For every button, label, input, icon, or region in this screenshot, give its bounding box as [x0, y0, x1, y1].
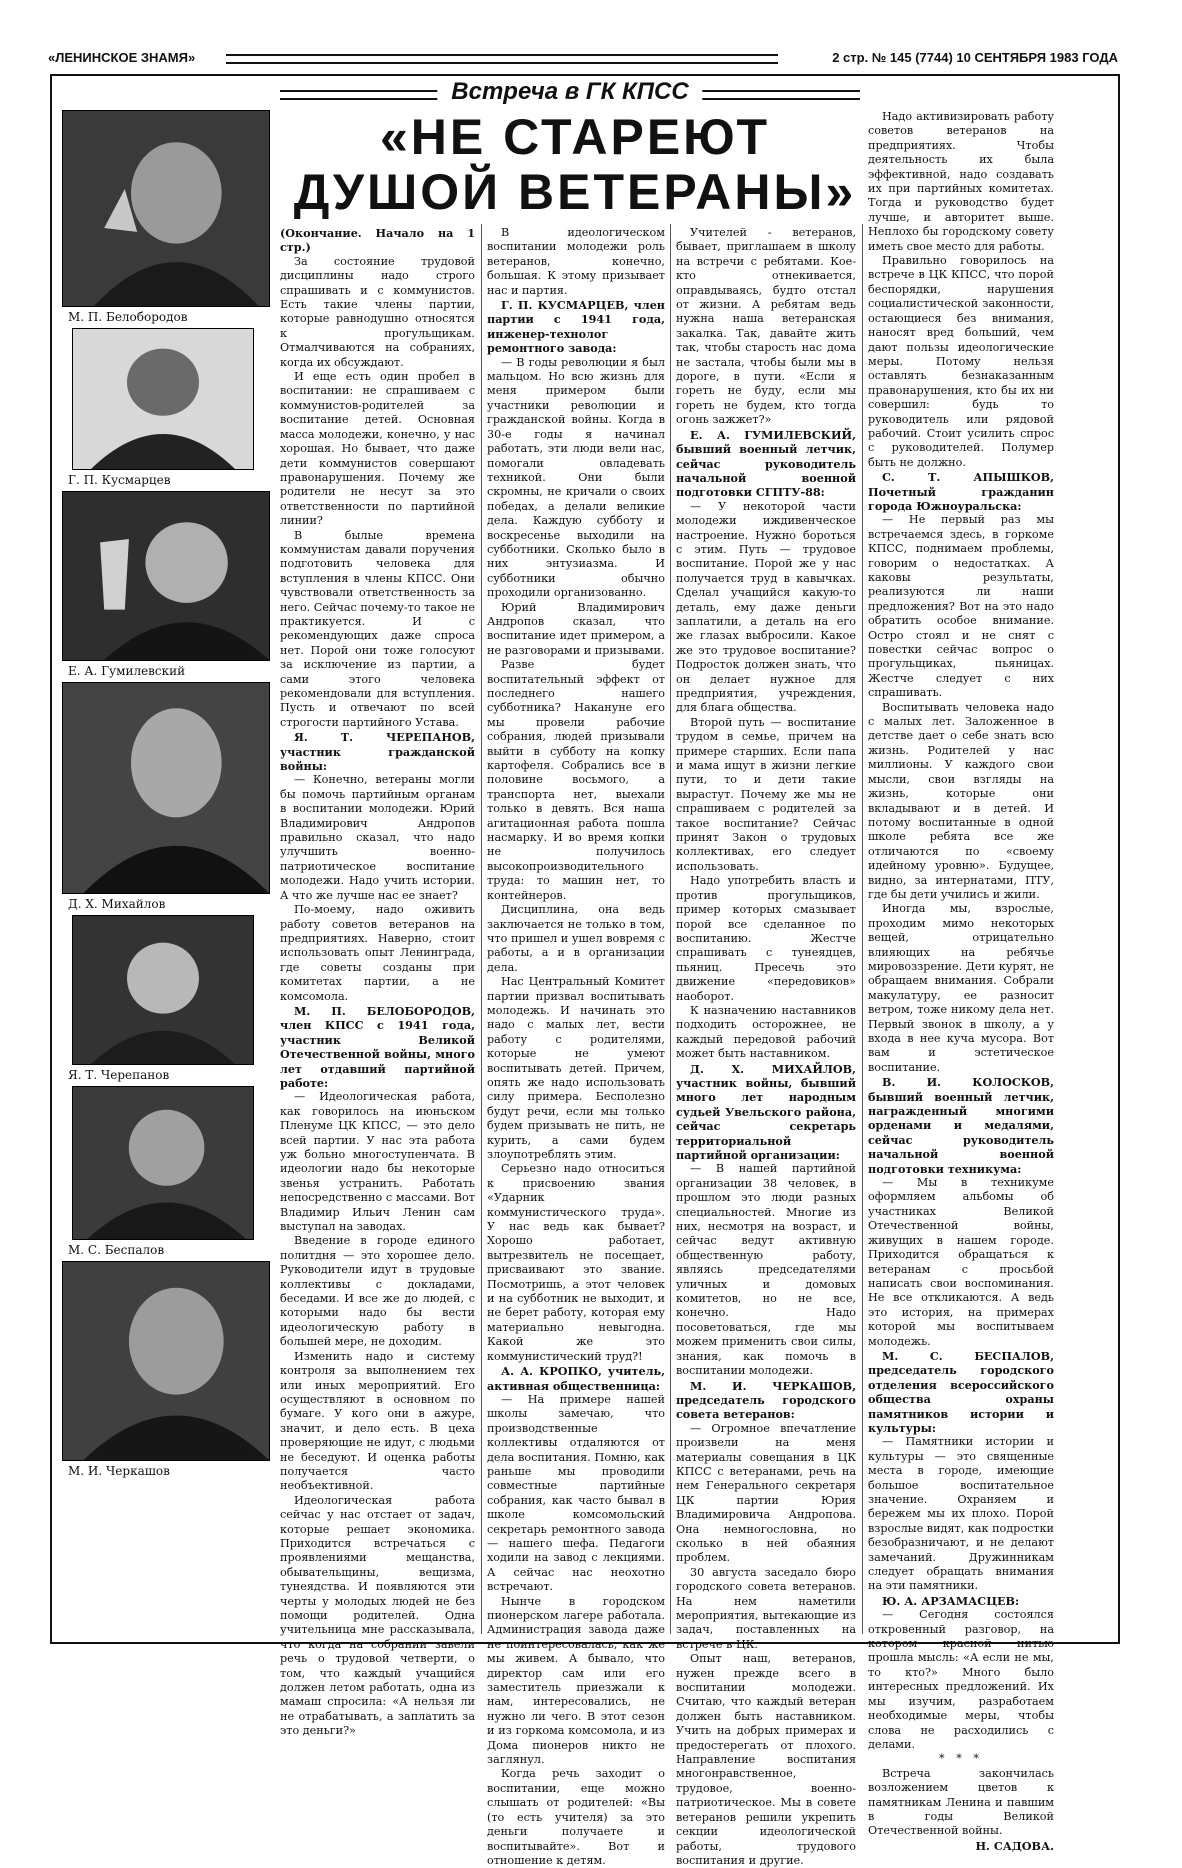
photo-column — [62, 110, 270, 1482]
paragraph: И еще есть один пробел в воспитании: не спрашиваем с коммунистов-родителей за воспитание детей. Основная масса молодежи, конечно, у нас хорошая. Но бывает, что даже дети коммунистов совершают правонарушения. Почему же родители не несут за это ответственности по партийной линии? — [280, 370, 475, 528]
paragraph: В идеологическом воспитании молодежи роль ветеранов, конечно, большая. К этому призывает нас и партия. — [487, 226, 665, 297]
paragraph: Когда речь заходит о воспитании, еще можно слышать от родителей: «Вы (то есть учителя) за это деньги получаете и воспитывайте». Вот и отношение к детям. — [487, 1767, 665, 1867]
portrait-photo — [62, 682, 270, 894]
paragraph: Юрий Владимирович Андропов сказал, что воспитание идет примером, а не разговорами и призывами. — [487, 600, 665, 657]
photo-caption: М. П. Белобородов — [68, 310, 188, 324]
portrait-icon — [73, 1087, 253, 1239]
portrait-icon — [63, 492, 269, 660]
paragraph: Разве будет воспитательный эффект от последнего нашего субботника? Накануне его мы провели рабочие собрания, людей призывали выйти в субботу на копку картофеля. Собрались все в половине восьмого, а транспорта нет, выехали только в девять. Вся наша агитационная работа пошла насмарку. И во время копки не получилось высокопроизводительного труда: то машин нет, то контейнеров. — [487, 658, 665, 902]
portrait-icon — [73, 916, 253, 1064]
photo-caption: Г. П. Кусмарцев — [68, 473, 171, 487]
speaker-heading: Д. Х. МИХАЙЛОВ, участник войны, бывший много лет народным судьей Увельского района, сейчас секретарь территориальной партийной организации: — [676, 1061, 856, 1162]
paragraph: — Конечно, ветераны могли бы помочь партийным органам в воспитании молодежи. Юрий Владимирович Андропов правильно сказал, что надо улучшить военно-патриотическое воспитание молодежи. Надо учить истории. А что же лучше нас ее знает? — [280, 773, 475, 902]
photo-caption: Д. Х. Михайлов — [68, 897, 166, 911]
text-column-1 — [280, 226, 475, 1738]
speaker-heading: В. И. КОЛОСКОВ, бывший военный летчик, награжденный многими орденами и медалями, сейчас руководитель начальной военной подготовки техникума: — [868, 1075, 1054, 1176]
portrait-icon — [73, 329, 253, 469]
speaker-heading: Ю. А. АРЗАМАСЦЕВ: — [882, 1593, 1020, 1608]
portrait-icon — [63, 1262, 269, 1460]
column-rule — [481, 224, 482, 1634]
speaker-heading: М. И. ЧЕРКАШОВ, председатель городского совета ветеранов: — [676, 1378, 856, 1422]
issue-info: 2 стр. № 145 (7744) 10 СЕНТЯБРЯ 1983 ГОДА — [832, 50, 1118, 65]
paragraph: Опыт наш, ветеранов, нужен прежде всего в воспитании молодежи. Считаю, что каждый ветеран должен быть наставником. Учить на добрых примерах и предостерегать от плохого. Направление воспитания многонравственное, трудовое, военно-патриотическое. Мы в совете ветеранов решили укрепить секции идеологической работы, трудового воспитания и другие. — [676, 1652, 856, 1867]
column-rule — [670, 224, 671, 1634]
paragraph: Второй путь — воспитание трудом в семье, причем на примере старших. Если папа и мама ищут в жизни легкие пути, то и дети такие вырастут. Почему же мы не спрашиваем с родителей за такое воспитание? Сейчас принят Закон о трудовых коллективах, его следует использовать. — [676, 715, 856, 873]
portrait-photo — [72, 1086, 254, 1240]
portrait-photo — [72, 328, 254, 470]
speaker-heading: Е. А. ГУМИЛЕВСКИЙ, бывший военный летчик, сейчас руководитель начальной военной подготовки СГПТУ-88: — [676, 427, 856, 500]
portrait-photo — [62, 110, 270, 307]
continuation-note: (Окончание. Начало на 1 стр.) — [280, 226, 475, 255]
paragraph: Встреча закончилась возложением цветов к памятникам Ленина и павшим в годы Великой Отечественной войны. — [868, 1766, 1054, 1838]
header-rule — [226, 54, 778, 64]
paragraph: — В годы революции я был мальцом. Но всю жизнь для меня примером были участники революции и гражданской войны. Когда в 30-е годы я начинал работать, эти люди вели нас, помогали овладевать техникой. Они были скромны, не кричали о своих победах, а делали великие дела. Каждую субботу и воскресенье выходили на субботники. Сколько было в них энтузиазма. И субботники обычно проходили организованно. — [487, 355, 665, 600]
paragraph: Иногда мы, взрослые, проходим мимо некоторых вещей, отрицательно влияющих на ребячье мировоззрение. Дети курят, не обращаем внимания. Собрали макулатуру, ее разносит ветром, тоже никому дела нет. Первый звонок в школу, а у входа в нее куча мусора. Вот вам и эстетическое воспитание. — [868, 902, 1054, 1074]
paragraph: Нынче в городском пионерском лагере работала. Администрация завода даже не поинтересовалась, как же мы живем. А бывало, что директор сам или его заместитель приезжали к нам, интересовались, не нужно ли чего. В этот сезон и из горкома комсомола, и из Дома пионеров никто не заглянул. — [487, 1594, 665, 1767]
paragraph: За состояние трудовой дисциплины надо строго спрашивать и с коммунистов. Есть такие члены партии, которые равнодушно относятся к прогульщикам. Отмалчиваются на собраниях, когда их обсуждают. — [280, 254, 475, 369]
portrait-photo — [72, 915, 254, 1065]
newspaper-name: «ЛЕНИНСКОЕ ЗНАМЯ» — [48, 50, 196, 65]
paragraph: Идеологическая работа сейчас у нас отстает от задач, которые решает экономика. Приходится встречаться с проявлениями мещанства, обывательщины, вещизма, тунеядства. И появляются эти черты у молодых людей не без помощи родителей. Одна учительница мне рассказывала, что когда на собрании завели речь о трудовой четверти, о том, что каждый учащийся должен летом работать, одна из мамаш спросила: «А нельзя ли не отрабатывать, а заплатить за это деньги?» — [280, 1493, 475, 1738]
section-separator: * * * — [939, 1752, 983, 1766]
paragraph: — Не первый раз мы встречаемся здесь, в горкоме КПСС, поднимаем проблемы, говорим о недостатках. А каковы результаты, реализуются ли наши предложения? Вот на это надо обратить особое внимание. Остро стоял и не снят с повестки сейчас вопрос о прогульщиках, пьяницах. Жестче следует с них спрашивать. — [868, 513, 1054, 700]
paragraph: — Мы в техникуме оформляем альбомы об участниках Великой Отечественной войны, живущих в нашем городе. Приходится обращаться к ветеранам с просьбой написать свои воспоминания. Не все откликаются. А ведь это история, на примерах которой мы воспитываем молодежь. — [868, 1176, 1054, 1348]
column-rule — [862, 224, 863, 1634]
photo-caption: Е. А. Гумилевский — [68, 664, 186, 678]
paragraph: — Идеологическая работа, как говорилось на июньском Пленуме ЦК КПСС, — это дело всей партии. У нас эта работа уж больно многоступенчата. В идеологии надо бы некоторые звенья устранить. Работать непосредственно с массами. Вот Владимир Ильич Ленин сам выступал на заводах. — [280, 1090, 475, 1234]
speaker-heading: С. Т. АПЫШКОВ, Почетный гражданин города Южноуральска: — [868, 470, 1054, 513]
portrait-photo — [62, 491, 270, 661]
paragraph: Изменить надо и систему контроля за выполнением тех или иных мероприятий. Его осуществляют в основном по бумаге. У кого они в ажуре, значит, и дело есть. В цеха проверяющие не идут, с людьми не беседуют. И оценка работы получается часто необъективной. — [280, 1349, 475, 1493]
article-headline — [285, 110, 865, 220]
paragraph: В былые времена коммунистам давали поручения подготовить человека для вступления в члены КПСС. Они чувствовали ответственность за него. Сейчас почему-то такое не практикуется. И с рекомендующих даже спроса нет. Порой они тоже голосуют за исключение из партии, а сами этого человека рекомендовали для вступления. Пусть и отвечают по всей строгости партийного Устава. — [280, 528, 475, 729]
paragraph: Дисциплина, она ведь заключается не только в том, что пришел и ушел вовремя с работы, а и в организации дела. — [487, 903, 665, 974]
paragraph: Надо активизировать работу советов ветеранов на предприятиях. Чтобы деятельность их была эффективной, надо создавать их при партийных комитетах. Тогда и руководство будет лучше, и авторитет выше. Неплохо бы городскому совету иметь свое место для работы. — [868, 110, 1054, 253]
paragraph: Введение в городе единого политдня — это хорошее дело. Руководители идут в трудовые коллективы с докладами, беседами. И все же до людей, с которыми надо бы вести идеологическую работу в большей мере, не доходим. — [280, 1234, 475, 1349]
rubric-title: Встреча в ГК КПСС — [437, 78, 702, 106]
paragraph: — Памятники истории и культуры — это священные места в городе, имеющие большое воспитательное значение. Охраняем и бережем мы их плохо. Порой взрослые видят, как подростки безобразничают, и не делают замечаний. Дружинникам следует обращать внимания на эти памятники. — [868, 1435, 1054, 1593]
speaker-heading: А. А. КРОПКО, учитель, активная общественница: — [487, 1364, 665, 1393]
rubric — [280, 78, 860, 108]
paragraph: 30 августа заседало бюро городского совета ветеранов. На нем наметили мероприятия, вытекающие из задач, поставленных на встрече в ЦК. — [676, 1565, 856, 1651]
paragraph: Учителей - ветеранов, бывает, приглашаем в школу на встречи с ребятами. Кое-кто отнекивается, оправдываясь, будто отстал от жизни. А ребятам ведь нужна наша ветеранская закалка. Так, давайте жить так, чтобы старость нас дома не застала, чтобы были мы в дороге, в пути. «Если я гореть не буду, если мы гореть не будем, кто тогда огонь зажжет?» — [676, 226, 856, 427]
speaker-heading: Г. П. КУСМАРЦЕВ, член партии с 1941 года, инженер-технолог ремонтного завода: — [487, 298, 665, 356]
paragraph: Серьезно надо относиться к присвоению звания «Ударник коммунистического труда». У нас ведь как бывает? Хорошо работает, вытрезвитель не посещает, присваивают это звание. Посмотришь, а этот человек и на субботник не выходит, и не берет работу, которая ему материально невыгодна. Какой же это коммунистический труд?! — [487, 1162, 665, 1363]
text-column-2 — [487, 226, 665, 1867]
photo-caption: М. С. Беспалов — [68, 1243, 165, 1257]
speaker-heading: М. П. БЕЛОБОРОДОВ, член КПСС с 1941 года, участник Великой Отечественной войны, много лет отдавший партийной работе: — [280, 1003, 475, 1090]
speaker-heading: М. С. БЕСПАЛОВ, председатель городского отделения всероссийского общества охраны памятников истории и культуры: — [868, 1348, 1054, 1435]
photo-caption: М. И. Черкашов — [68, 1464, 170, 1478]
headline-line-1: «НЕ СТАРЕЮТ — [379, 109, 771, 165]
paragraph: Нас Центральный Комитет партии призвал воспитывать молодежь. И начинать это надо с малых лет, вести работу с родителями, которые не умеют воспитывать детей. Причем, опять же надо использовать силу примера. Бесполезно будут речи, если мы только будем призывать не пить, не курить, а сами будем злоупотреблять этим. — [487, 975, 665, 1161]
portrait-icon — [63, 683, 269, 893]
text-column-3 — [676, 226, 856, 1867]
masthead — [48, 50, 1118, 70]
headline-line-2: ДУШОЙ ВЕТЕРАНЫ» — [293, 164, 857, 220]
photo-caption: Я. Т. Черепанов — [68, 1068, 170, 1082]
paragraph: Правильно говорилось на встрече в ЦК КПСС, что порой беспорядки, нарушения социалистической законности, остающиеся без внимания, наносят вред больший, чем дают пользы идеологические меры. Потому нельзя оставлять безнаказанным правонарушения, кто бы их ни совершил: будь то руководитель или рядовой рабочий. Стоит усилить спрос с руководителей. Полумер быть не должно. — [868, 254, 1054, 469]
portrait-icon — [63, 111, 269, 306]
speaker-heading: Я. Т. ЧЕРЕПАНОВ, участник гражданской войны: — [280, 730, 475, 774]
paragraph: По-моему, надо оживить работу советов ветеранов на предприятиях. Наверно, стоит использовать опыт Ленинграда, где советы созданы при комитетах партии, а не комсомола. — [280, 903, 475, 1003]
paragraph: — Сегодня состоялся откровенный разговор, на котором красной нитью прошла мысль: «А если не мы, то кто?» Много было интересных предложений. Их мы изучим, разработаем необходимые меры, чтобы слова не расходились с делами. — [868, 1608, 1054, 1751]
text-column-4 — [868, 110, 1054, 1853]
paragraph: — На примере нашей школы замечаю, что производственные коллективы отдаляются от дела воспитания. Помню, как раньше мы проводили совместные партийные собрания, как часто бывал в школе комсомольский секретарь ремонтного завода — нашего шефа. Педагоги ходили на завод с лекциями. А сейчас нас неохотно встречают. — [487, 1392, 665, 1594]
author-signature: Н. САДОВА. — [975, 1838, 1054, 1853]
portrait-photo — [62, 1261, 270, 1461]
paragraph: — В нашей партийной организации 38 человек, в прошлом это люди разных специальностей. Многие из них, несмотря на возраст, и сейчас ведут активную общественную работу, являясь председателями уличных и домовых комитетов, но не все, конечно. Надо посоветоваться, где мы можем применить свои силы, знания, как помочь в воспитании молодежи. — [676, 1162, 856, 1378]
paragraph: Надо употребить власть и против прогульщиков, пример которых смазывает порой все сделанное по воспитанию. Жестче спрашивать с тунеядцев, пьяниц. Пресечь это движение «передовиков» наоборот. — [676, 874, 856, 1003]
paragraph: Воспитывать человека надо с малых лет. Заложенное в детстве дает о себе знать всю жизнь. Родителей у нас миллионы. У каждого свои мысли, свои взгляды на жизнь, которые они вкладывают и в детей. И потому воспитанные в одной школе ребята все же отличаются по «своему идейному уровню». Будущее, видно, за интернатами, ПТУ, где бы дети учились и жили. — [868, 700, 1054, 901]
paragraph: — У некоторой части молодежи иждивенческое настроение. Нужно бороться с этим. Путь — трудовое воспитание. Порой же у нас получается труд в кавычках. Сделал учащийся какую-то деталь, ему даже деньги заплатили, а деталь на его же глазах выбросили. Какое же это трудовое воспитание? Подросток должен знать, что он делает нужное для предприятия, учреждения, для блага общества. — [676, 499, 856, 715]
paragraph: — Огромное впечатление произвели на меня материалы совещания в ЦК КПСС с ветеранами, речь на нем Генерального секретаря ЦК партии Юрия Владимировича Андропова. Она немногословна, но сколько в ней обаяния проблем. — [676, 1421, 856, 1565]
paragraph: К назначению наставников подходить осторожнее, не каждый передовой рабочий может быть наставником. — [676, 1003, 856, 1061]
